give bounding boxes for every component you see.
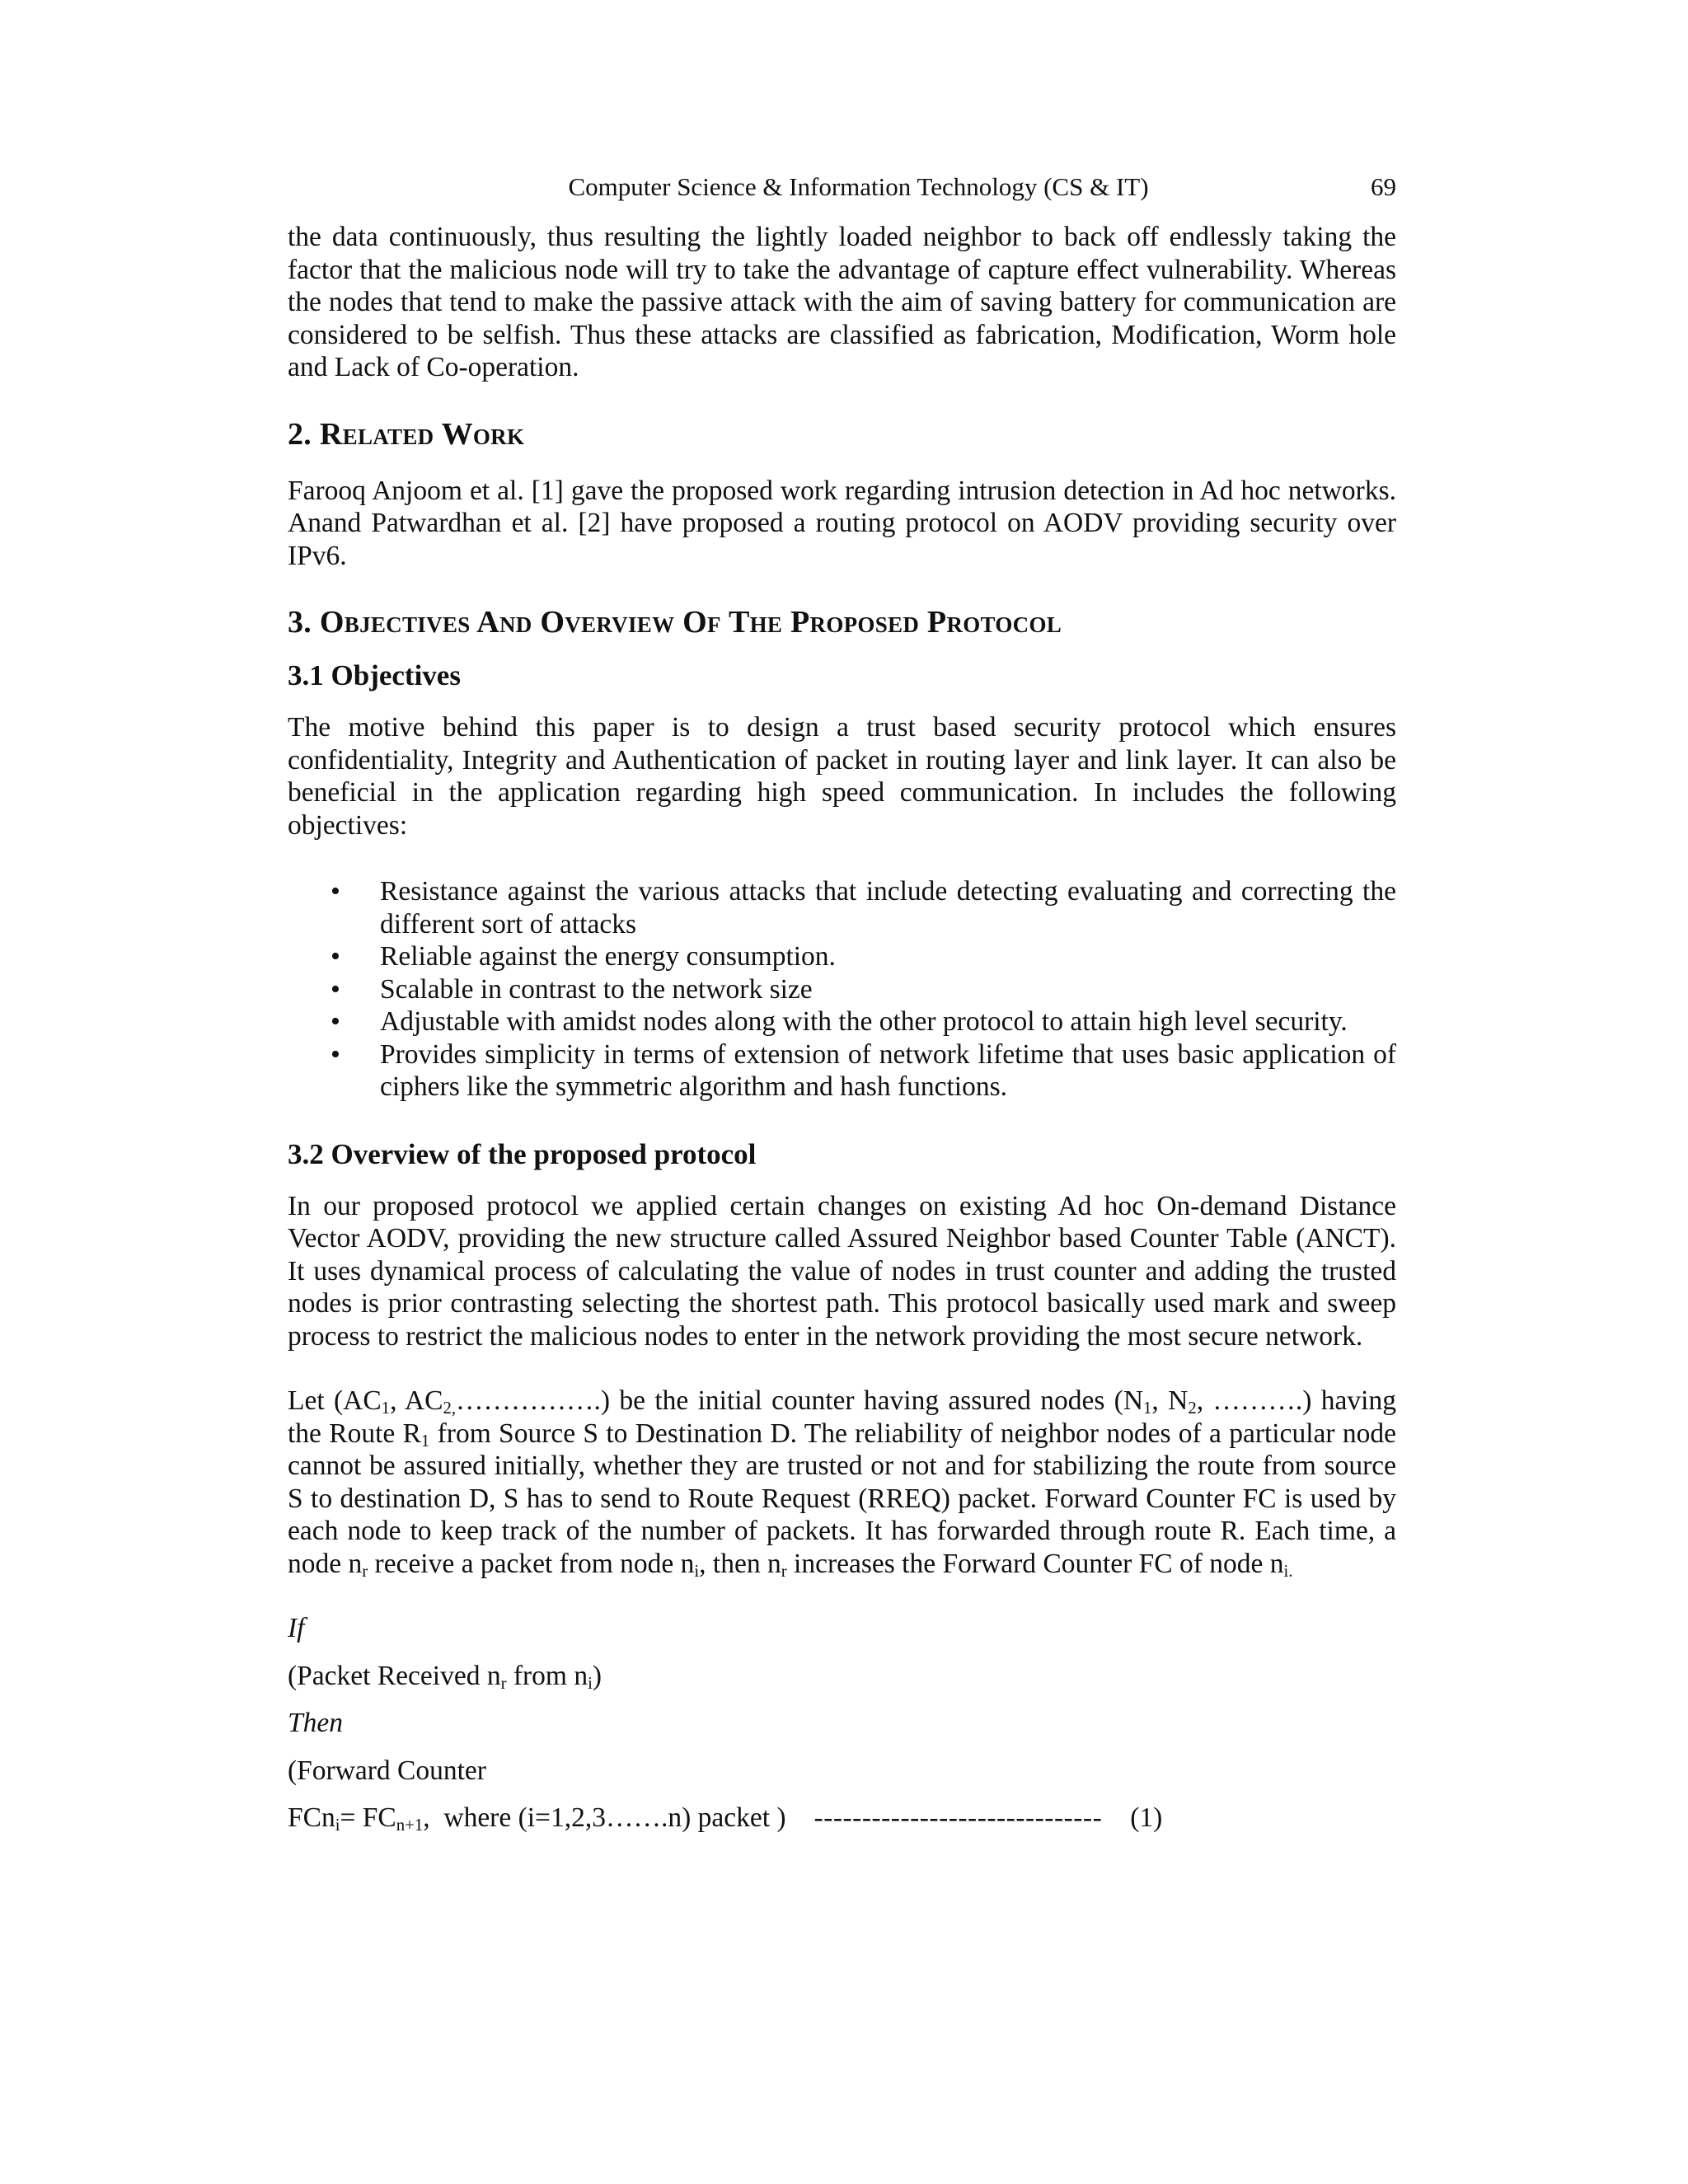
running-header [288,171,1396,203]
list-item: • Scalable in contrast to the network size [331,973,813,1005]
running-title: Computer Science & Information Technology (CS & IT) [568,172,1149,201]
objectives-paragraph: The motive behind this paper is to design a trust based security protocol which ensures confidentiality, Integrity and Authentication of packet in routing layer and link layer. It can also be beneficial in the application regarding high speed communication. In includes the following objectives: [288,712,1396,841]
then-keyword: Then [288,1708,343,1738]
subsection-3-1-heading: 3.1 Objectives [288,659,461,691]
page-body [288,221,1396,1835]
bullet-icon: • [331,973,340,1005]
equation-number: (1) [1130,1802,1163,1833]
list-item: • Resistance against the various attacks that include detecting evaluating and correcting the different sort of attacks [331,876,1396,940]
equation-1: $FCn_i= FC_{n+1}$, where (i=1,2,3…….n) packet ) ------------------------------ (1) [288,1802,1163,1835]
list-item: • Provides simplicity in terms of extension of network lifetime that uses basic application of ciphers like the symmetric algorithm and hash functions. [331,1038,1396,1102]
subsection-3-2-heading: 3.2 Overview of the proposed protocol [288,1137,757,1170]
bullet-icon: • [331,1038,340,1070]
list-item: • Adjustable with amidst nodes along with the other protocol to attain high level security. [331,1006,1348,1037]
section-3-heading: 3. Objectives And Overview Of The Proposed Protocol [288,605,1062,640]
related-work-paragraph: Farooq Anjoom et al. [1] gave the proposed work regarding intrusion detection in Ad hoc networks. Anand Patwardhan et al. [2] have proposed a routing protocol on AODV providing security over IPv6. [288,475,1396,571]
intro-paragraph: the data continuously, thus resulting the lightly loaded neighbor to back off endlessly taking the factor that the malicious node will try to take the advantage of capture effect vulnerability. Whereas the nodes that tend to make the passive attack with the aim of saving battery for communication are considered to be selfish. Thus these attacks are classified as fabrication, Modification, Worm hole and Lack of Co-operation. [288,222,1396,382]
equation-leader-dashes: ------------------------------ [814,1802,1103,1833]
bullet-icon: • [331,876,340,907]
if-keyword: If [288,1613,305,1643]
let-paragraph: Let ($AC_1$, $AC_{2,}\dots\dots\dots\dots\dots$.) be the initial counter having assured nodes ($N_1$, $N_2$, ……….) having the Route $R_1$ from Source S to Destination D. The reliability of neighbor nodes of a particular node cannot be assured initially, whether they are trusted or not and for stabilizing the route from source S to destination D, S has to send to Route Request (RREQ) packet. Forward Counter FC is used by each node to keep track of the number of packets. It has forwarded through route R. Each time, a node $n_r$ receive a packet from node $n_i$, then $n_r$ increases the Forward Counter FC of node $n_{i.}$ [288,1385,1396,1581]
overview-paragraph: In our proposed protocol we applied certain changes on existing Ad hoc On-demand Distance Vector AODV, providing the new structure called Assured Neighbor based Counter Table (ANCT). It uses dynamical process of calculating the value of nodes in trust counter and adding the trusted nodes is prior contrasting selecting the shortest path. This protocol basically used mark and sweep process to restrict the malicious nodes to enter in the network providing the most secure network. [288,1190,1396,1352]
bullet-icon: • [331,941,340,972]
objectives-list [288,875,1396,1104]
bullet-icon: • [331,1006,340,1037]
list-item: • Reliable against the energy consumption. [331,941,836,972]
forward-counter-label: (Forward Counter [288,1755,486,1786]
page-number: 69 [1371,172,1396,201]
section-2-heading: 2. Related Work [288,416,525,452]
algorithm-condition: (Packet Received $n_r$ from $n_i$) [288,1660,603,1693]
